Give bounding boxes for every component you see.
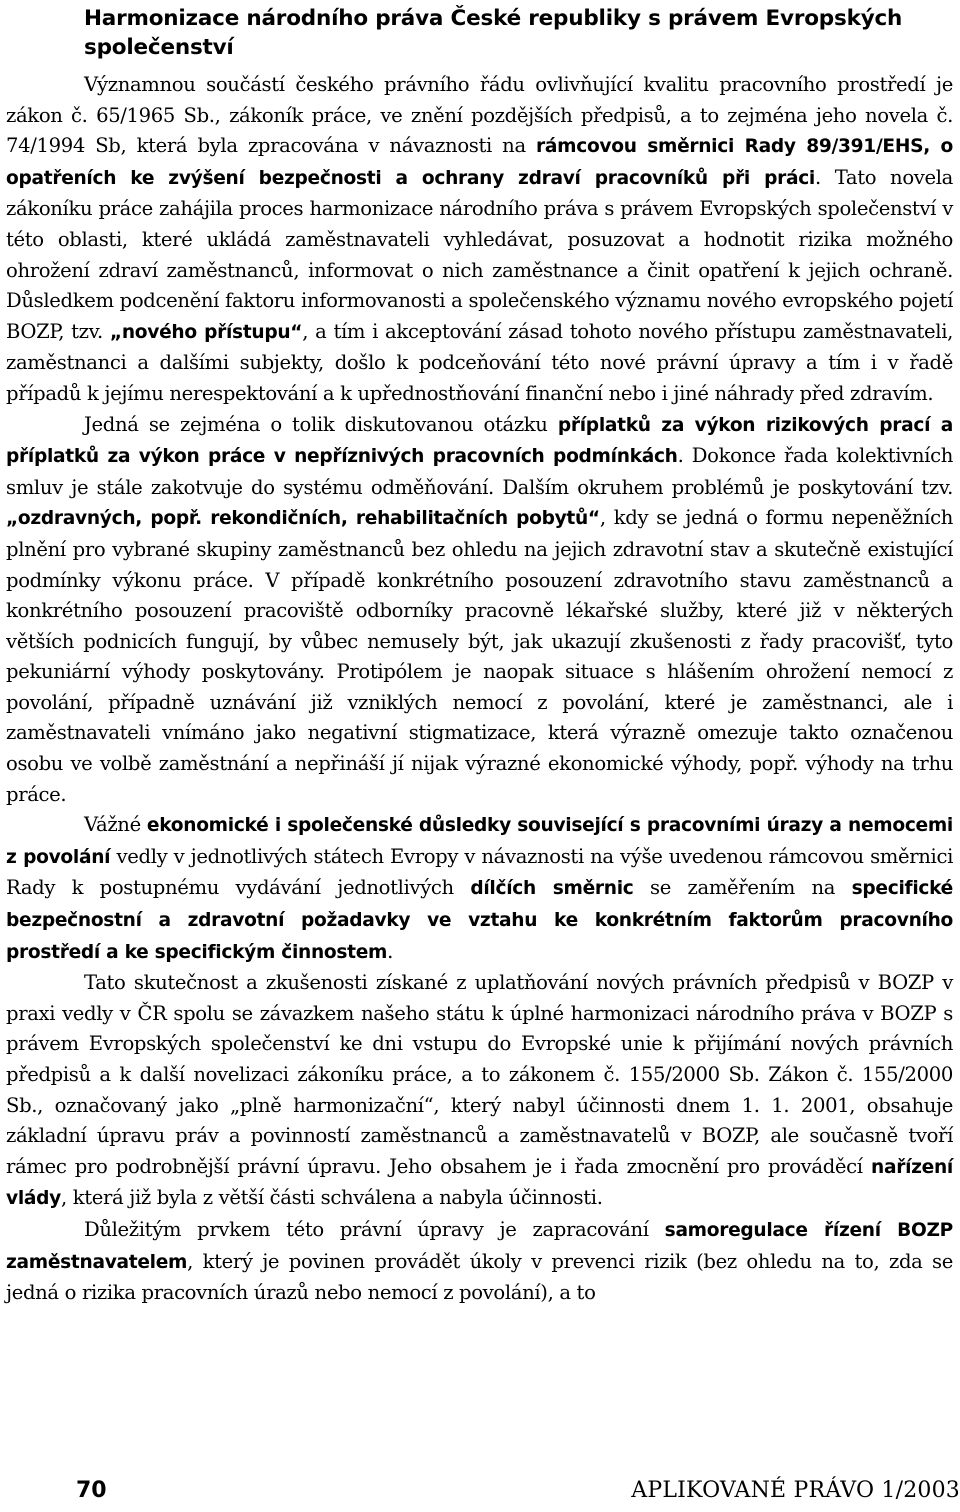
bold-text-run: nařízení vlády	[6, 1156, 953, 1210]
paragraph	[6, 1215, 953, 1309]
text-run: Jedná se zejména o tolik diskutovanou otázku	[84, 412, 558, 436]
text-run: se zaměřením na	[633, 876, 852, 900]
section-title: Harmonizace národního práva České republiky s právem Evropských společenství	[84, 6, 903, 60]
text-run: , a tím i akceptování zásad tohoto nového přístupu zaměstnavateli, zaměstnanci a dalšími subjekty, došlo k podceňování této nové právní úpravy a tím i v řadě případů k jejímu nerespektování a k upřednostňování finanční nebo i jiné náhrady před zdravím.	[6, 319, 954, 405]
paragraph	[6, 810, 953, 968]
document-page	[6, 0, 953, 1309]
bold-text-run: „ozdravných, popř. rekondičních, rehabilitačních pobytů“	[6, 508, 600, 530]
text-run: Tato skutečnost a zkušenosti získané z uplatňování nových právních předpisů v BOZP v praxi vedly v ČR spolu se závazkem našeho státu k úplné harmonizaci národního práva v BOZP s právem Evropských společenství ke dni vstupu do Evropské unie k přijímání nových právních předpisů a k další novelizaci zákoníku práce, a to zákonem č. 155/2000 Sb. Zákon č. 155/2000 Sb., označovaný jako „plně harmonizační“, který nabyl účinnosti dnem 1. 1. 2001, obsahuje základní úpravu práv a povinností zaměstnanců a zaměstnavatelů v BOZP, ale současně tvoří rámec pro podrobnější právní úpravu. Jeho obsahem je i řada zmocnění pro prováděcí	[6, 971, 953, 1178]
page-footer	[0, 1478, 960, 1512]
text-run: Významnou součástí českého právního řádu ovlivňující kvalitu pracovního prostředí je zákon č. 65/1965 Sb., zákoník práce, ve znění pozdějších předpisů, a to zejména jeho novela č. 74/1994 Sb, která byla zpracována v návaznosti na	[6, 73, 953, 158]
bold-text-run: ekonomické i společenské důsledky související s pracovními úrazy a nemocemi z povolání	[6, 815, 954, 868]
text-run: , která již byla z větší části schválena a nabyla účinnosti.	[60, 1186, 603, 1210]
bold-text-run: příplatků za výkon rizikových prací a příplatků za výkon práce v nepříznivých pracovních podmínkách	[6, 414, 953, 468]
paragraph	[6, 70, 953, 410]
page-number: 70	[76, 1478, 107, 1503]
text-run: , kdy se jedná o formu nepeněžních plnění pro vybrané skupiny zaměstnanců bez ohledu na jejich zdravotní stav a skutečně existující podmínky výkonu práce. V případě konkrétního posouzení zdravotního stavu zaměstnanců a konkrétního posouzení pracoviště odborníky pracovně lékařské služby, které již v některých větších podnicích fungují, by vůbec nemusely být, jak ukazují zkušenosti z řady pracovišť, tyto pekuniární výhody poskytovány. Protipólem je naopak situace s hlášením ohrožení nemocí z povolání, případně uznávání již vzniklých nemocí z povolání, které je zaměstnanci, ale i zaměstnavateli vnímáno jako negativní stigmatizace, která výrazně omezuje takto označenou osobu ve volbě zaměstnání a nepřináší jí nijak výrazné ekonomické výhody, popř. výhody na trhu práce.	[6, 506, 953, 806]
text-run: Důležitým prvkem této právní úpravy je zapracování	[84, 1217, 665, 1241]
journal-name: APLIKOVANÉ PRÁVO 1/2003	[631, 1478, 960, 1503]
bold-text-run: „nového přístupu“	[109, 321, 303, 343]
bold-text-run: dílčích směrnic	[470, 878, 634, 900]
bold-text-run: rámcovou směrnici Rady 89/391/EHS, o opatřeních ke zvýšení bezpečnosti a ochrany zdraví pracovníků při práci	[6, 136, 953, 189]
bold-text-run: specifické bezpečnostní a zdravotní požadavky ve vztahu ke konkrétním faktorům pracovního prostředí a ke specifickým činnostem	[6, 878, 953, 963]
text-run: vedly v jednotlivých státech Evropy v návaznosti na výše uvedenou rámcovou směrnici Rady k postupnému vydávání jednotlivých	[6, 844, 954, 900]
text-run: . Dokonce řada kolektivních smluv je stále zakotvuje do systému odměňování. Dalším okruhem problémů je poskytování tzv.	[6, 444, 953, 499]
text-run: , který je povinen provádět úkoly v prevenci rizik (bez ohledu na to, zda se jedná o rizika pracovních úrazů nebo nemocí z povolání), a to	[6, 1249, 953, 1305]
article-body	[6, 70, 953, 1309]
text-run: Vážné	[84, 813, 147, 837]
text-run: .	[387, 939, 393, 963]
paragraph	[6, 968, 953, 1215]
bold-text-run: samoregulace řízení BOZP zaměstnavatelem	[6, 1219, 953, 1273]
paragraph	[6, 410, 953, 811]
text-run: . Tato novela zákoníku práce zahájila proces harmonizace národního práva s právem Evropských společenství v této oblasti, které ukládá zaměstnavateli vyhledávat, posuzovat a hodnotit rizika možného ohrožení zdraví zaměstnanců, informovat o nich zaměstnance a činit opatření k jejich ochraně. Důsledkem podcenění faktoru informovanosti a společenského významu nového evropského pojetí BOZP, tzv.	[6, 165, 953, 343]
